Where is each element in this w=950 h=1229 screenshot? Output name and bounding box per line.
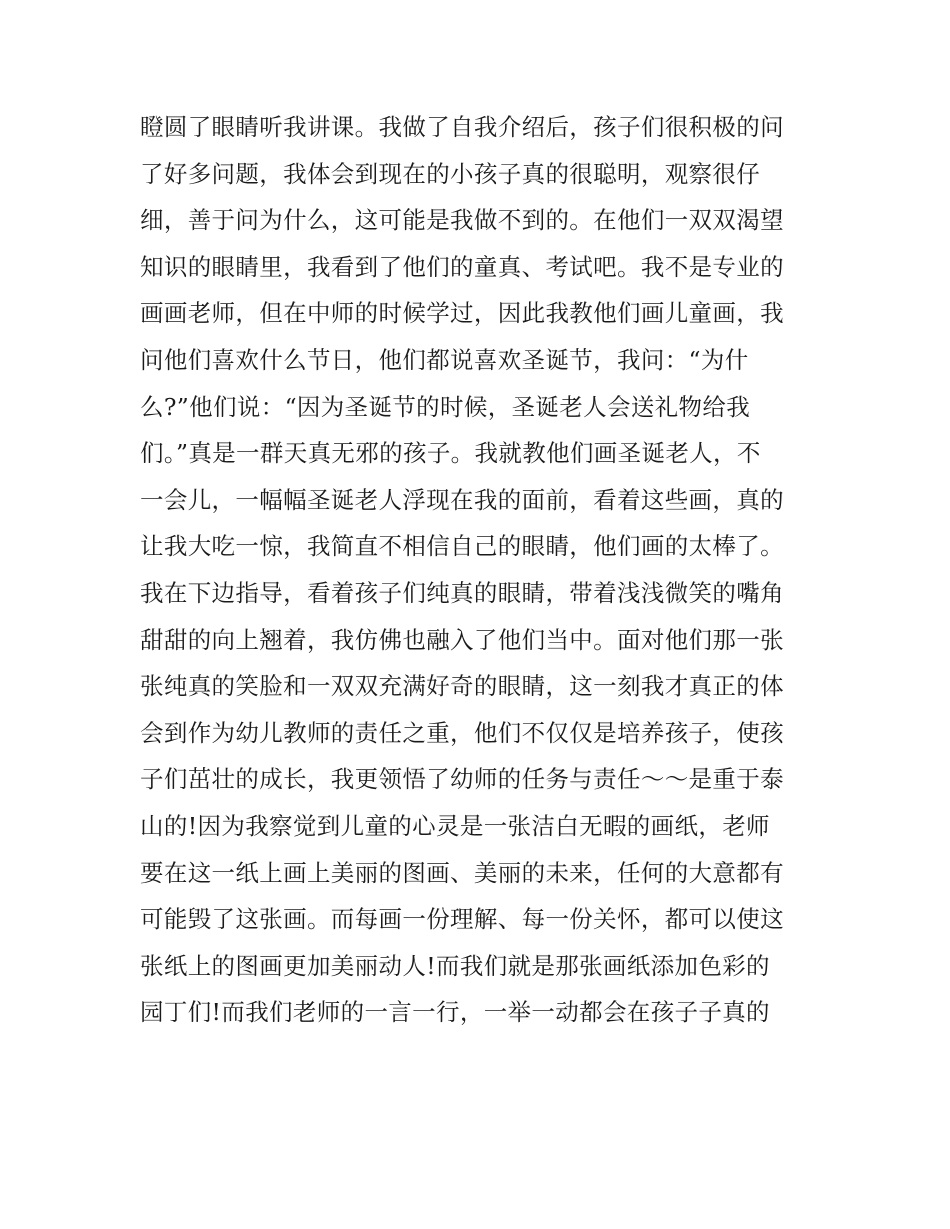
text-line: 园丁们!而我们老师的一言一行，一举一动都会在孩子子真的 bbox=[140, 998, 770, 1027]
text-line: 山的!因为我察觉到儿童的心灵是一张洁白无暇的画纸，老师 bbox=[140, 811, 770, 840]
text-line: 子们茁壮的成长，我更领悟了幼师的任务与责任～～是重于泰 bbox=[140, 765, 784, 794]
text-line: 一会儿，一幅幅圣诞老人浮现在我的面前，看着这些画，真的 bbox=[140, 485, 784, 514]
text-line: 我在下边指导，看着孩子们纯真的眼睛，带着浅浅微笑的嘴角 bbox=[140, 578, 784, 607]
text-line: 张纸上的图画更加美丽动人!而我们就是那张画纸添加色彩的 bbox=[140, 951, 770, 980]
text-line: 让我大吃一惊，我简直不相信自己的眼睛，他们画的太棒了。 bbox=[140, 532, 784, 561]
text-line: 问他们喜欢什么节日，他们都说喜欢圣诞节，我问：“为什 bbox=[140, 345, 749, 374]
text-line: 画画老师，但在中师的时候学过，因此我教他们画儿童画，我 bbox=[140, 299, 784, 328]
text-line: 可能毁了这张画。而每画一份理解、每一份关怀，都可以使这 bbox=[140, 905, 784, 934]
text-line: 张纯真的笑脸和一双双充满好奇的眼睛，这一刻我才真正的体 bbox=[140, 672, 784, 701]
text-line: 知识的眼睛里，我看到了他们的童真、考试吧。我不是专业的 bbox=[140, 252, 784, 281]
text-line: 会到作为幼儿教师的责任之重，他们不仅仅是培养孩子，使孩 bbox=[140, 718, 784, 747]
text-line: 要在这一纸上画上美丽的图画、美丽的未来，任何的大意都有 bbox=[140, 858, 784, 887]
body-text bbox=[140, 104, 840, 1036]
text-line: 了好多问题，我体会到现在的小孩子真的很聪明，观察很仔 bbox=[140, 159, 761, 188]
text-line: 瞪圆了眼睛听我讲课。我做了自我介绍后，孩子们很积极的问 bbox=[140, 113, 784, 141]
text-line: 么?”他们说：“因为圣诞节的时候，圣诞老人会送礼物给我 bbox=[140, 392, 751, 421]
text-line: 细，善于问为什么，这可能是我做不到的。在他们一双双渴望 bbox=[140, 206, 784, 235]
text-line: 甜甜的向上翘着，我仿佛也融入了他们当中。面对他们那一张 bbox=[140, 625, 784, 654]
text-line: 们。”真是一群天真无邪的孩子。我就教他们画圣诞老人，不 bbox=[140, 439, 761, 468]
